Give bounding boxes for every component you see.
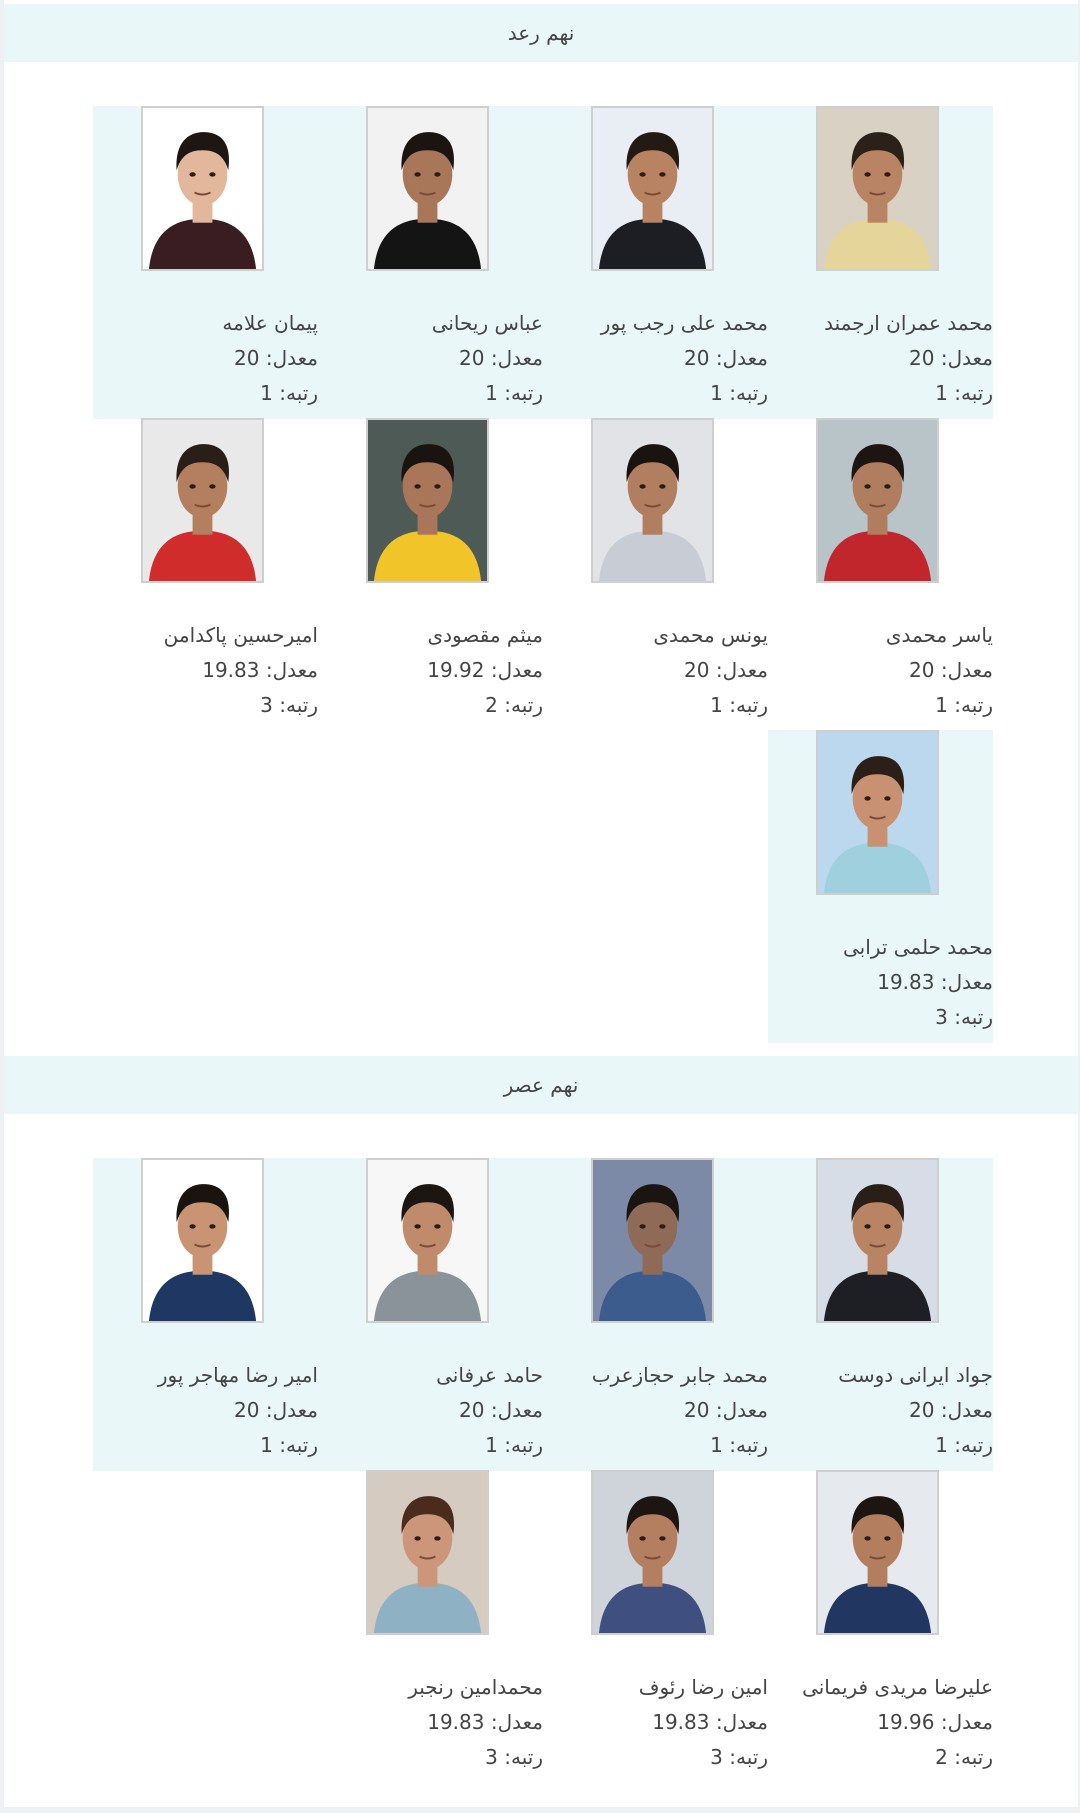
average-label: معدل:: [940, 1710, 993, 1734]
rank-label: رتبه:: [279, 693, 318, 717]
average-value: 20: [909, 1398, 935, 1422]
student-photo: [366, 1470, 489, 1635]
student-rank: [768, 1428, 993, 1463]
average-label: معدل:: [265, 346, 318, 370]
rank-value: 3: [935, 1005, 948, 1029]
rank-value: 3: [485, 1745, 498, 1769]
student-photo: [591, 1158, 714, 1323]
student-rank: [768, 688, 993, 723]
average-value: 19.83: [202, 658, 260, 682]
student-card: [768, 1158, 993, 1471]
average-value: 20: [684, 658, 710, 682]
student-card: [768, 106, 993, 419]
student-card: [543, 106, 768, 419]
student-card: [318, 1158, 543, 1471]
student-info: [93, 618, 318, 723]
student-card: [768, 1470, 993, 1783]
student-name: محمدامین رنجبر: [408, 1675, 543, 1699]
average-label: معدل:: [715, 1398, 768, 1422]
student-info: [768, 1670, 993, 1775]
section-title-text: نهم رعد: [507, 21, 575, 45]
rank-label: رتبه:: [729, 1433, 768, 1457]
rank-value: 2: [485, 693, 498, 717]
student-info: [543, 306, 768, 411]
student-photo: [816, 730, 939, 895]
student-average: [768, 1393, 993, 1428]
average-label: معدل:: [940, 658, 993, 682]
average-value: 20: [234, 346, 260, 370]
student-rank: [543, 1428, 768, 1463]
section-title-text: نهم عصر: [503, 1073, 579, 1097]
page: [4, 0, 1078, 1807]
student-photo: [141, 418, 264, 583]
rank-value: 1: [935, 381, 948, 405]
student-photo: [366, 106, 489, 271]
student-card: [93, 106, 318, 419]
student-rank: [543, 376, 768, 411]
rank-label: رتبه:: [729, 381, 768, 405]
student-rank: [318, 688, 543, 723]
average-label: معدل:: [265, 1398, 318, 1422]
student-name: امیرحسین پاکدامن: [163, 623, 318, 647]
student-photo: [366, 418, 489, 583]
rank-label: رتبه:: [729, 1745, 768, 1769]
student-name: میثم مقصودی: [427, 623, 543, 647]
rank-label: رتبه:: [279, 381, 318, 405]
student-name: امین رضا رئوف: [638, 1675, 768, 1699]
student-info: [318, 1670, 543, 1775]
average-label: معدل:: [490, 1398, 543, 1422]
average-value: 19.83: [877, 970, 935, 994]
student-average: [543, 653, 768, 688]
student-name: پیمان علامه: [222, 311, 318, 335]
student-average: [318, 653, 543, 688]
average-value: 19.83: [652, 1710, 710, 1734]
average-value: 20: [684, 1398, 710, 1422]
student-name: محمد حلمی ترابی: [842, 935, 993, 959]
student-card: [318, 418, 543, 731]
average-label: معدل:: [940, 1398, 993, 1422]
student-photo: [816, 1158, 939, 1323]
rank-value: 1: [710, 1433, 723, 1457]
student-photo: [591, 106, 714, 271]
average-label: معدل:: [490, 1710, 543, 1734]
student-name: جواد ایرانی دوست: [838, 1363, 993, 1387]
student-info: [543, 1670, 768, 1775]
student-rank: [93, 376, 318, 411]
student-name: محمد جابر حجازعرب: [591, 1363, 768, 1387]
rank-value: 3: [710, 1745, 723, 1769]
average-value: 19.92: [427, 658, 485, 682]
class-section-nohom-asr: [4, 1052, 1078, 1807]
average-value: 19.83: [427, 1710, 485, 1734]
student-name: محمد عمران ارجمند: [824, 311, 993, 335]
student-info: [318, 1358, 543, 1463]
rank-label: رتبه:: [504, 693, 543, 717]
student-photo: [366, 1158, 489, 1323]
rank-label: رتبه:: [504, 1745, 543, 1769]
student-card: [93, 1158, 318, 1471]
student-average: [543, 1705, 768, 1740]
student-photo: [141, 106, 264, 271]
student-rank: [768, 1000, 993, 1035]
student-photo: [591, 418, 714, 583]
rank-label: رتبه:: [504, 1433, 543, 1457]
rank-label: رتبه:: [954, 1433, 993, 1457]
average-label: معدل:: [265, 658, 318, 682]
student-info: [768, 930, 993, 1035]
student-card: [93, 418, 318, 731]
student-name: محمد علی رجب پور: [600, 311, 768, 335]
rank-label: رتبه:: [279, 1433, 318, 1457]
student-average: [768, 653, 993, 688]
student-photo: [591, 1470, 714, 1635]
student-average: [543, 341, 768, 376]
student-rank: [768, 376, 993, 411]
rank-label: رتبه:: [954, 693, 993, 717]
student-rank: [93, 1428, 318, 1463]
student-info: [93, 306, 318, 411]
class-section-nohom-raad: [4, 0, 1078, 1052]
average-value: 20: [459, 1398, 485, 1422]
student-average: [768, 965, 993, 1000]
rank-value: 3: [260, 693, 273, 717]
student-rank: [543, 688, 768, 723]
student-info: [768, 618, 993, 723]
student-card: [543, 418, 768, 731]
student-average: [768, 341, 993, 376]
student-name: یونس محمدی: [653, 623, 768, 647]
student-photo: [816, 1470, 939, 1635]
rank-value: 1: [485, 381, 498, 405]
rank-value: 2: [935, 1745, 948, 1769]
rank-value: 1: [710, 381, 723, 405]
average-value: 20: [684, 346, 710, 370]
student-name: یاسر محمدی: [885, 623, 993, 647]
student-average: [318, 1705, 543, 1740]
student-average: [768, 1705, 993, 1740]
student-photo: [816, 418, 939, 583]
student-average: [93, 653, 318, 688]
average-label: معدل:: [715, 1710, 768, 1734]
student-card: [543, 1158, 768, 1471]
rank-value: 1: [260, 381, 273, 405]
student-card: [768, 730, 993, 1043]
student-average: [318, 1393, 543, 1428]
student-card: [318, 106, 543, 419]
student-photo: [816, 106, 939, 271]
student-name: علیرضا مریدی فریمانی: [802, 1675, 993, 1699]
students-grid: [4, 0, 1078, 1052]
student-card: [768, 418, 993, 731]
student-name: حامد عرفانی: [436, 1363, 543, 1387]
student-info: [543, 1358, 768, 1463]
rank-label: رتبه:: [954, 1745, 993, 1769]
average-value: 20: [459, 346, 485, 370]
rank-value: 1: [485, 1433, 498, 1457]
student-info: [543, 618, 768, 723]
average-value: 20: [234, 1398, 260, 1422]
student-card: [318, 1470, 543, 1783]
student-photo: [141, 1158, 264, 1323]
average-value: 20: [909, 346, 935, 370]
students-grid: [4, 1052, 1078, 1807]
student-rank: [318, 1428, 543, 1463]
student-average: [318, 341, 543, 376]
student-rank: [318, 376, 543, 411]
average-value: 20: [909, 658, 935, 682]
average-label: معدل:: [940, 970, 993, 994]
rank-value: 1: [260, 1433, 273, 1457]
student-info: [768, 306, 993, 411]
student-rank: [768, 1740, 993, 1775]
student-rank: [543, 1740, 768, 1775]
rank-value: 1: [935, 1433, 948, 1457]
average-label: معدل:: [940, 346, 993, 370]
rank-label: رتبه:: [729, 693, 768, 717]
rank-value: 1: [710, 693, 723, 717]
student-name: عباس ریحانی: [431, 311, 543, 335]
student-rank: [93, 688, 318, 723]
average-label: معدل:: [715, 346, 768, 370]
student-info: [318, 618, 543, 723]
student-card: [543, 1470, 768, 1783]
average-value: 19.96: [877, 1710, 935, 1734]
rank-label: رتبه:: [504, 381, 543, 405]
student-average: [93, 1393, 318, 1428]
average-label: معدل:: [715, 658, 768, 682]
student-name: امیر رضا مهاجر پور: [157, 1363, 318, 1387]
student-average: [93, 341, 318, 376]
average-label: معدل:: [490, 658, 543, 682]
rank-label: رتبه:: [954, 1005, 993, 1029]
student-average: [543, 1393, 768, 1428]
student-info: [93, 1358, 318, 1463]
rank-label: رتبه:: [954, 381, 993, 405]
average-label: معدل:: [490, 346, 543, 370]
student-info: [318, 306, 543, 411]
student-rank: [318, 1740, 543, 1775]
student-info: [768, 1358, 993, 1463]
rank-value: 1: [935, 693, 948, 717]
